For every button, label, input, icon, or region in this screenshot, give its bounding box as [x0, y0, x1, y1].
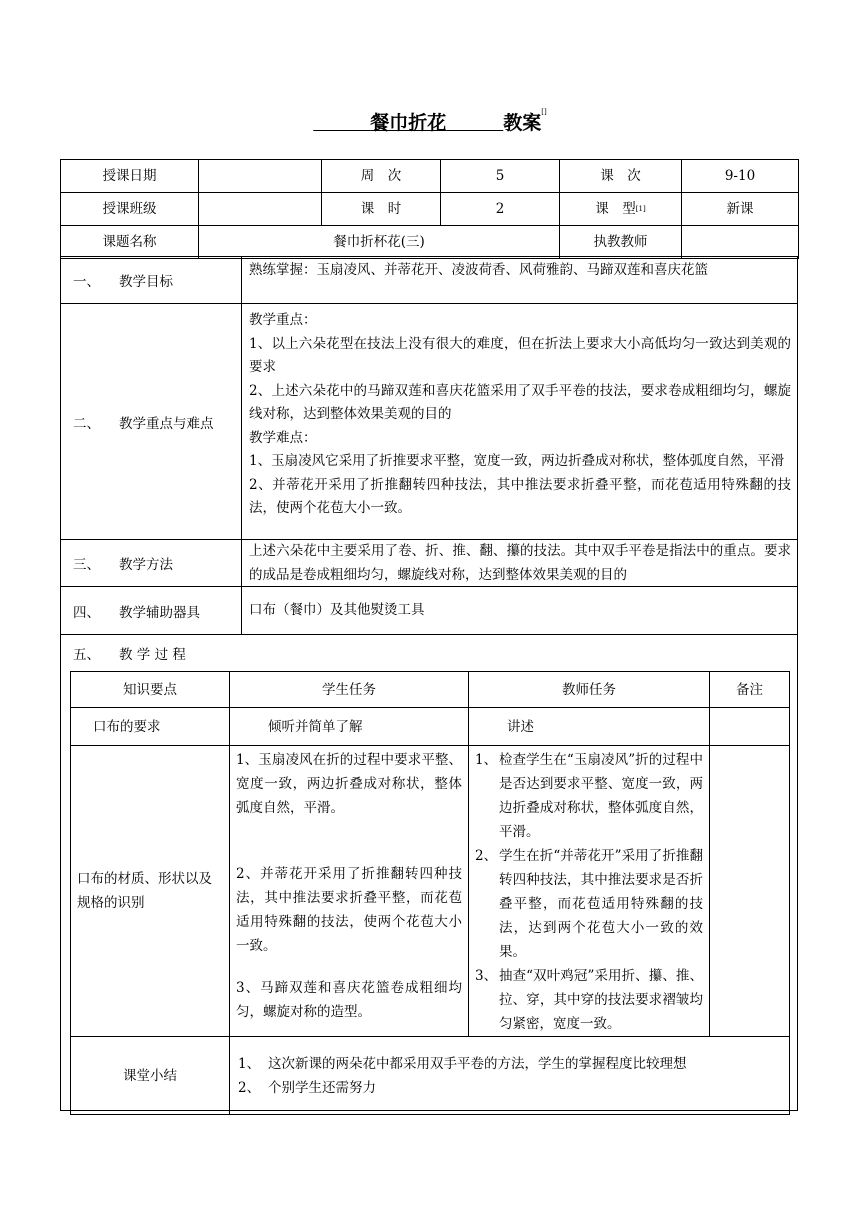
section-key-text: [249, 309, 791, 521]
header-note: 备注: [710, 672, 790, 708]
section-tools-label: 四、 教学辅助器具: [61, 587, 242, 634]
header-teacher: 教师任务: [469, 672, 710, 708]
section-tools: [60, 587, 798, 635]
title-footnote-mark: []: [541, 108, 547, 116]
row1-teacher: 讲述: [469, 708, 710, 746]
page-title: [0, 108, 860, 135]
summary-label: 课堂小结: [71, 1037, 230, 1115]
type-value: 新课: [682, 193, 799, 226]
section-key: [60, 304, 798, 540]
section-method: [60, 540, 798, 587]
hours-value: 2: [441, 193, 560, 226]
key-line: 1、玉扇凌风它采用了折推要求平整，宽度一致，两边折叠成对称状，整体弧度自然，平滑: [249, 453, 785, 469]
teacher-label: 执教教师: [560, 226, 682, 259]
process-table: [70, 671, 790, 1115]
summary-item: 2、 个别学生还需努力: [238, 1079, 376, 1096]
type-footnote-mark: [1]: [635, 205, 646, 213]
key-line: 教学难点：: [249, 429, 317, 446]
title-suffix: 教案: [503, 112, 542, 134]
date-value: [199, 160, 322, 193]
student-task: 3、马蹄双莲和喜庆花篮卷成粗细均匀，螺旋对称的造型。: [236, 980, 462, 1020]
type-label: 课 型: [595, 201, 636, 217]
teacher-task: 2、 学生在折“并蒂花开”采用了折推翻转四种技法，其中推法要求是否折叠平整，而花苞适用特殊翻的技法，达到两个花苞大小一致的效果。: [475, 848, 703, 960]
row1-student: 倾听并简单了解: [230, 708, 469, 746]
key-line: 2、并蒂花开采用了折推翻转四种技法，其中推法要求折叠平整，而花苞适用特殊翻的技法，使两个花苞大小一致。: [249, 476, 791, 516]
row2-note: [710, 746, 790, 1037]
info-table: [60, 159, 799, 259]
teacher-task: 1、 检查学生在“玉扇凌风”折的过程中是否达到要求平整、宽度一致，两边折叠成对称状，整体弧度自然，平滑。: [475, 752, 703, 840]
class-label: 授课班级: [61, 193, 199, 226]
section-goal-label: 一、 教学目标: [61, 257, 242, 303]
class-value: [199, 193, 322, 226]
section-goal-text: 熟练掌握：玉扇凌风、并蒂花开、凌波荷香、风荷雅韵、马蹄双莲和喜庆花篮: [249, 262, 708, 278]
header-point: 知识要点: [71, 672, 230, 708]
section-key-label: 二、 教学重点与难点: [61, 304, 242, 539]
lesson-label: 课 次: [560, 160, 682, 193]
week-label: 周 次: [322, 160, 441, 193]
key-line: 1、以上六朵花型在技法上没有很大的难度，但在折法上要求大小高低均匀一致达到美观的要求: [249, 335, 791, 375]
hours-label: 课 时: [322, 193, 441, 226]
title-main: 餐巾折花: [370, 112, 447, 134]
lesson-value: 9-10: [682, 160, 799, 193]
key-line: 教学重点：: [249, 312, 317, 328]
student-task: 2、并蒂花开采用了折推翻转四种技法，其中推法要求折叠平整，而花苞适用特殊翻的技法，使两个花苞大小一致。: [236, 866, 462, 954]
topic-value: 餐巾折杯花(三): [199, 226, 560, 259]
date-label: 授课日期: [61, 160, 199, 193]
summary-item: 1、 这次新课的两朵花中都采用双手平卷的方法，学生的掌握程度比较理想: [238, 1055, 687, 1072]
row2-point: 口布的材质、形状以及规格的识别: [71, 746, 230, 1037]
teacher-task: 3、 抽查“双叶鸡冠”采用折、攥、推、拉、穿，其中穿的技法要求褶皱均匀紧密，宽度一致。: [475, 968, 703, 1032]
key-line: 2、上述六朵花中的马蹄双莲和喜庆花篮采用了双手平卷的技法，要求卷成粗细均匀，螺旋线对称，达到整体效果美观的目的: [249, 382, 791, 422]
topic-label: 课题名称: [61, 226, 199, 259]
section-method-text: 上述六朵花中主要采用了卷、折、推、翻、攥的技法。其中双手平卷是指法中的重点。要求的成品是卷成粗细均匀，螺旋线对称，达到整体效果美观的目的: [249, 543, 791, 583]
summary-content: [230, 1037, 790, 1115]
section-tools-text: 口布（餐巾）及其他熨烫工具: [249, 602, 425, 618]
row1-point: 口布的要求: [71, 708, 230, 746]
teacher-value: [682, 226, 799, 259]
row2-teacher: [469, 746, 710, 1037]
row1-note: [710, 708, 790, 746]
section-process-label: 五、 教 学 过 程: [73, 647, 186, 663]
type-label-cell: [560, 193, 682, 226]
week-value: 5: [441, 160, 560, 193]
section-goal: [60, 256, 798, 304]
student-task: 1、玉扇凌风在折的过程中要求平整、宽度一致，两边折叠成对称状，整体弧度自然，平滑。: [236, 752, 462, 816]
row2-student: [230, 746, 469, 1037]
section-method-label: 三、 教学方法: [61, 540, 242, 586]
header-student: 学生任务: [230, 672, 469, 708]
